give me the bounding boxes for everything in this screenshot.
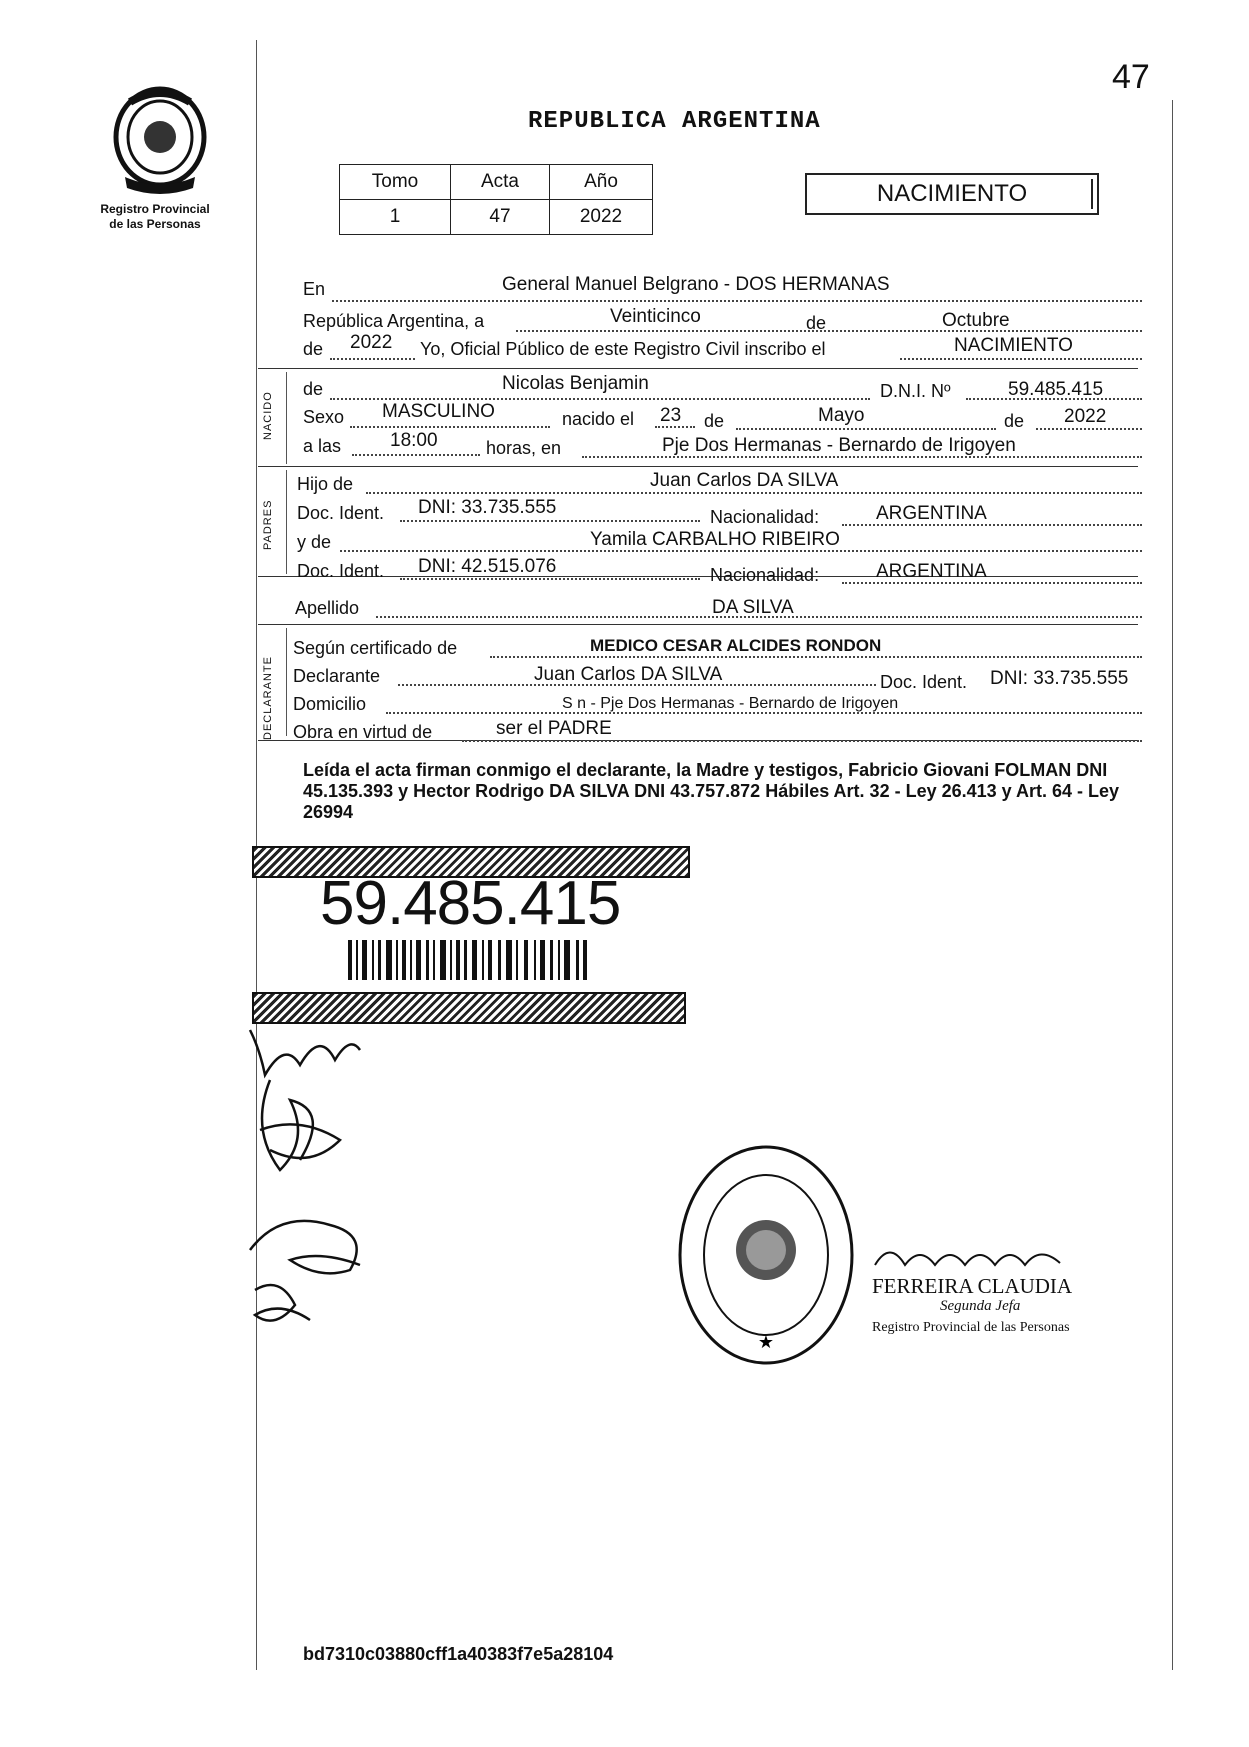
dotted-line [516,330,1142,332]
dotted-line [352,454,480,456]
father-name-value: Juan Carlos DA SILVA [650,470,839,491]
dotted-line [332,300,1142,302]
officer-text: Yo, Oficial Público de este Registro Civil inscribo el [420,339,826,359]
nacido-el-label: nacido el [562,409,635,429]
document-hash: bd7310c03880cff1a40383f7e5a28104 [303,1644,614,1664]
registry-stamp [676,1140,856,1370]
official-office: Registro Provincial de las Personas [872,1320,1070,1335]
year-value: 2022 [350,332,393,353]
dotted-line [736,428,996,430]
apellido-value: DA SILVA [712,597,794,618]
anio-value: 2022 [550,200,653,235]
y-de-label: y de [297,532,332,552]
de-label-2: de [704,411,725,431]
svg-text:★: ★ [757,1332,775,1353]
birth-year-value: 2022 [1064,406,1107,427]
horas-label: horas, en [486,438,562,458]
section-divider [258,368,1138,369]
section-divider [258,466,1138,467]
certificado-label: Según certificado de [293,638,458,658]
official-name: FERREIRA CLAUDIA [872,1274,1073,1298]
dotted-line [400,578,700,580]
domicilio-value: S n - Pje Dos Hermanas - Bernardo de Irigoyen [562,695,899,712]
birthplace-value: Pje Dos Hermanas - Bernardo de Irigoyen [662,435,1016,456]
country-title: REPUBLICA ARGENTINA [528,108,821,135]
dotted-line [462,740,1142,742]
certificado-value: MEDICO CESAR ALCIDES RONDON [590,636,882,655]
dotted-line [900,358,1142,360]
section-bracket [286,470,287,574]
sexo-value: MASCULINO [382,401,495,422]
section-bracket [286,372,287,464]
apellido-label: Apellido [295,598,360,618]
tomo-value: 1 [340,200,451,235]
handwritten-signatures [240,1020,420,1350]
section-divider [258,576,1138,577]
dotted-line [350,426,550,428]
mother-name-value: Yamila CARBALHO RIBEIRO [590,529,840,550]
doc-ident-label: Doc. Ident. [297,503,385,523]
nacido-de-label: de [303,379,324,399]
declarante-side-label: DECLARANTE [262,656,274,740]
dotted-line [490,656,1142,658]
nacionalidad-label-2: Nacionalidad: [710,565,820,585]
alas-label: a las [303,436,342,456]
section-bracket [286,628,287,736]
en-label: En [303,279,326,299]
acta-value: 47 [451,200,550,235]
dotted-line [1036,428,1142,430]
nacido-side-label: NACIDO [262,391,274,440]
de-label-3: de [1004,411,1025,431]
declarante-label: Declarante [293,666,381,686]
anio-header: Año [550,165,653,200]
acta-header: Acta [451,165,550,200]
domicilio-label: Domicilio [293,694,367,714]
hijo-de-label: Hijo de [297,474,354,494]
obra-label: Obra en virtud de [293,722,433,742]
birth-day-value: 23 [660,405,682,426]
father-nationality-value: ARGENTINA [876,503,987,524]
declarante-doc-value: DNI: 33.735.555 [990,668,1129,689]
republic-label: República Argentina, a [303,311,485,331]
time-value: 18:00 [390,430,438,451]
record-type-box: NACIMIENTO [805,173,1099,215]
mother-nationality-value: ARGENTINA [876,561,987,582]
child-dni-value: 59.485.415 [1008,379,1104,400]
birth-month-value: Mayo [818,405,865,426]
signature-statement: Leída el acta firman conmigo el declarante, la Madre y testigos, Fabricio Giovani FOLMAN DNI 45.135.393 y Hector Rodrigo DA SILVA DNI 43.757.872 Hábiles Art. 32 - Ley 26.413 y Art. 64 - Ley 26994 [303,760,1120,822]
right-margin-line [1172,100,1173,1670]
day-words-value: Veinticinco [610,306,701,327]
father-doc-value: DNI: 33.735.555 [418,497,557,518]
dni-large-number: 59.485.415 [320,869,621,938]
dni-barcode [348,940,588,980]
dotted-line [330,358,415,360]
de-label: de [806,313,827,333]
doc-ident-label-2: Doc. Ident. [297,561,385,581]
obra-value: ser el PADRE [496,718,612,739]
year-prefix: de [303,339,324,359]
padres-side-label: PADRES [262,499,274,550]
declarante-value: Juan Carlos DA SILVA [534,664,723,685]
mother-doc-value: DNI: 42.515.076 [418,556,557,577]
official-title: Segunda Jefa [940,1298,1021,1314]
sexo-label: Sexo [303,407,345,427]
nacionalidad-label: Nacionalidad: [710,507,820,527]
registry-table [339,164,653,235]
page-number: 47 [1112,58,1150,96]
doc-ident-label-3: Doc. Ident. [880,672,968,692]
dotted-line [330,398,870,400]
registry-logo-caption: Registro Provincial de las Personas [100,202,210,231]
dni-label: D.N.I. Nº [880,381,951,401]
act-type-value: NACIMIENTO [954,335,1073,356]
tomo-header: Tomo [340,165,451,200]
month-value: Octubre [942,310,1010,331]
section-divider [258,624,1138,625]
misiones-seal-logo [105,82,215,197]
child-name-value: Nicolas Benjamin [502,373,649,394]
place-value: General Manuel Belgrano - DOS HERMANAS [502,274,890,295]
dotted-line [366,492,1142,494]
dotted-line [400,520,700,522]
